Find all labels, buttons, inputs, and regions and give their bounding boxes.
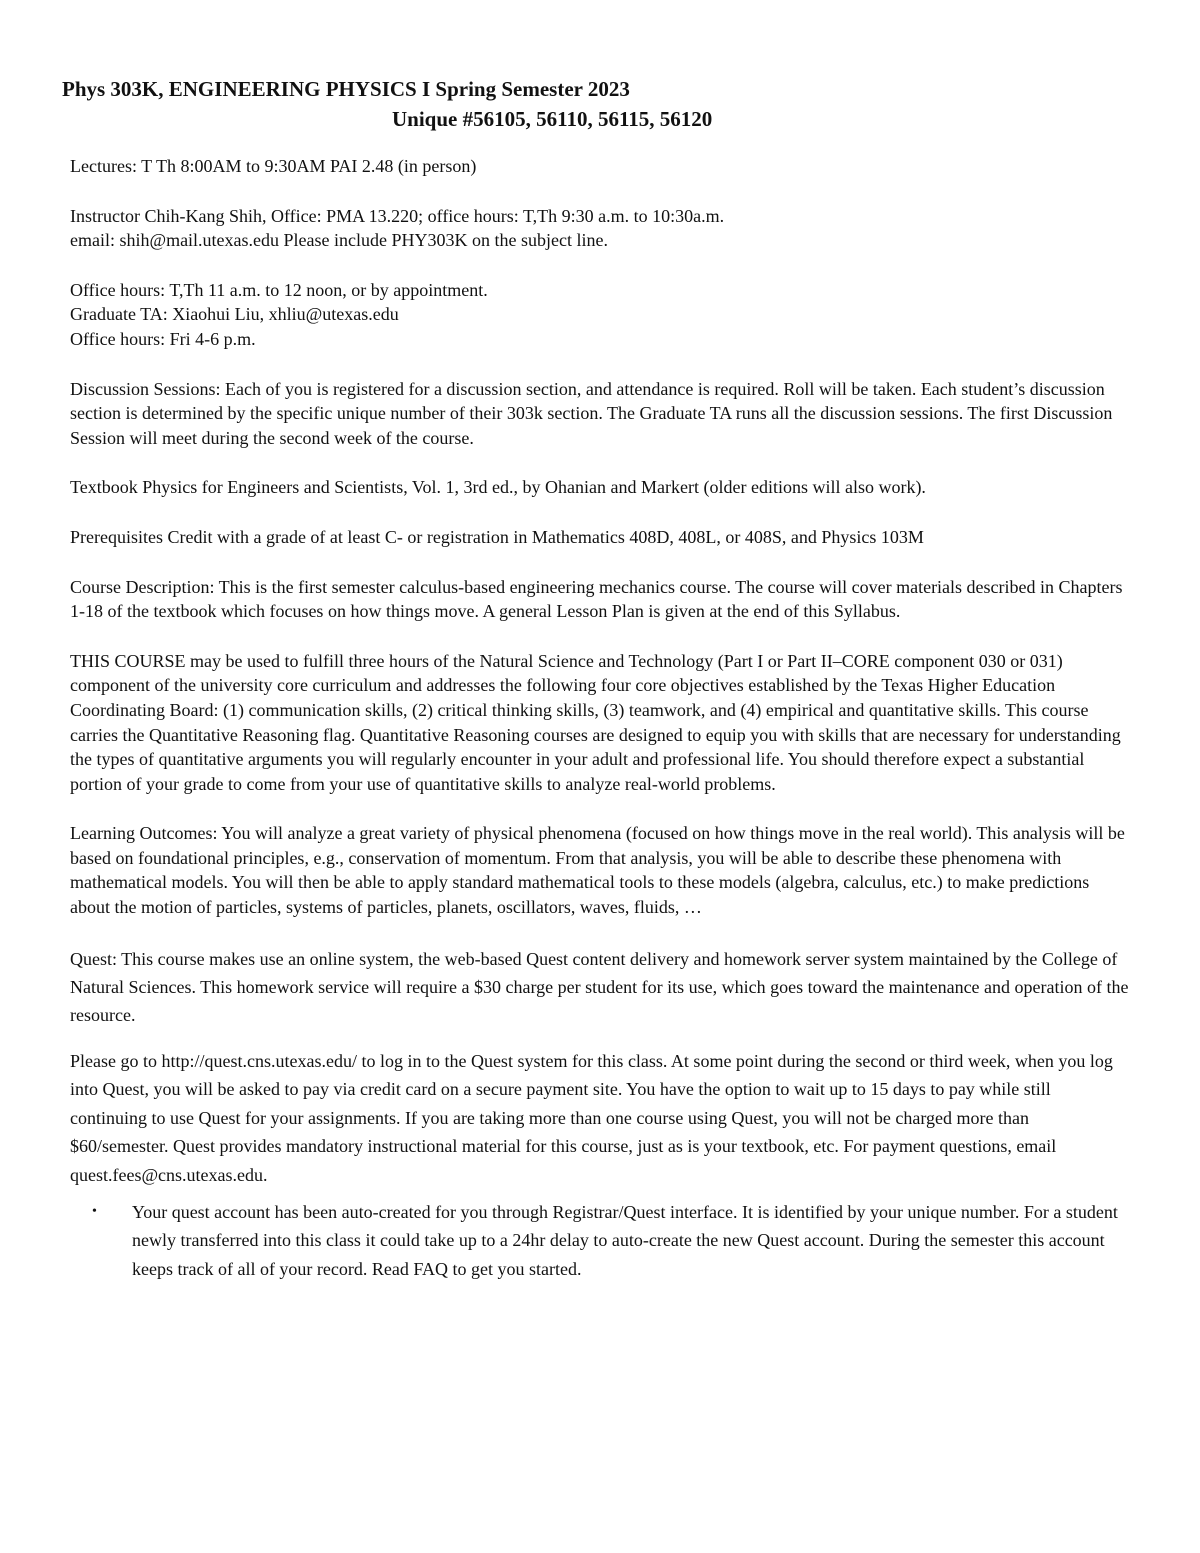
course-description-paragraph: Course Description: This is the first semester calculus-based engineering mechanics course. The course will cover materials described in Chapters 1-18 of the textbook which focuses on how things move. A general Lesson Plan is given at the end of this Syllabus. xyxy=(70,576,1123,622)
syllabus-page xyxy=(62,74,1130,1283)
ta-line: Graduate TA: Xiaohui Liu, xhliu@utexas.edu xyxy=(70,304,399,325)
instructor-line: Instructor Chih-Kang Shih, Office: PMA 13.220; office hours: T,Th 9:30 a.m. to 10:30a.m. xyxy=(70,205,725,226)
discussion-paragraph: Discussion Sessions: Each of you is registered for a discussion section, and attendance is required. Roll will be taken. Each student’s discussion section is determined by the specific unique number of their 303k section. The Graduate TA runs all the discussion sessions. The first Discussion Session will meet during the second week of the course. xyxy=(70,378,1113,448)
payment-paragraph: Please go to http://quest.cns.utexas.edu/ to log in to the Quest system for this class. At some point during the second or third week, when you log into Quest, you will be asked to pay via credit card on a secure payment site. You have the option to wait up to 15 days to pay while still continuing to use Quest for your assignments. If you are taking more than one course using Quest, you will not be charged more than $60/semester. Quest provides mandatory instructional material for this course, just as is your textbook, etc. For payment questions, email quest.fees@cns.utexas.edu. xyxy=(70,1050,1113,1186)
core-paragraph: THIS COURSE may be used to fulfill three hours of the Natural Science and Technology (Part I or Part II–CORE component 030 or 031) component of the university core curriculum and addresses the following four core objectives established by the Texas Higher Education Coordinating Board: (1) communication skills, (2) critical thinking skills, (3) teamwork, and (4) empirical and quantitative skills. This course carries the Quantitative Reasoning flag. Quantitative Reasoning courses are designed to equip you with skills that are necessary for understanding the types of quantitative arguments you will regularly encounter in your adult and professional life. You should therefore expect a substantial portion of your grade to come from your use of quantitative skills to analyze real-world problems. xyxy=(70,650,1121,794)
email-line: email: shih@mail.utexas.edu Please include PHY303K on the subject line. xyxy=(70,230,608,251)
quest-paragraph: Quest: This course makes use an online system, the web-based Quest content delivery and homework server system maintained by the College of Natural Sciences. This homework service will require a $30 charge per student for its use, which goes toward the maintenance and operation of the resource. xyxy=(70,948,1129,1025)
quest-bullet-list xyxy=(70,1198,1130,1284)
bullet-icon: • xyxy=(92,1203,97,1219)
lectures-line: Lectures: T Th 8:00AM to 9:30AM PAI 2.48 (in person) xyxy=(70,156,477,176)
textbook-paragraph: Textbook Physics for Engineers and Scientists, Vol. 1, 3rd ed., by Ohanian and Markert (older editions will also work). xyxy=(70,477,926,498)
course-unique-numbers: Unique #56105, 56110, 56115, 56120 xyxy=(392,107,713,131)
course-title: Phys 303K, ENGINEERING PHYSICS I Spring Semester 2023 xyxy=(62,77,630,101)
learning-outcomes-paragraph: Learning Outcomes: You will analyze a great variety of physical phenomena (focused on how things move in the real world). This analysis will be based on foundational principles, e.g., conservation of momentum. From that analysis, you will be able to describe these phenomena with mathematical models. You will then be able to apply standard mathematical tools to these models (algebra, calculus, etc.) to make predictions about the motion of particles, systems of particles, planets, oscillators, waves, fluids, … xyxy=(70,823,1125,918)
list-item xyxy=(92,1198,1130,1284)
ta-office-hours-line: Office hours: Fri 4-6 p.m. xyxy=(70,328,256,349)
office-hours-line: Office hours: T,Th 11 a.m. to 12 noon, or by appointment. xyxy=(70,279,488,300)
bullet-text: Your quest account has been auto-created for you through Registrar/Quest interface. It is identified by your unique number. For a student newly transferred into this class it could take up to a 24hr delay to auto-create the new Quest account. During the semester this account keeps track of all of your record. Read FAQ to get you started. xyxy=(132,1201,1118,1279)
prerequisites-paragraph: Prerequisites Credit with a grade of at least C- or registration in Mathematics 408D, 408L, or 408S, and Physics 103M xyxy=(70,526,924,547)
